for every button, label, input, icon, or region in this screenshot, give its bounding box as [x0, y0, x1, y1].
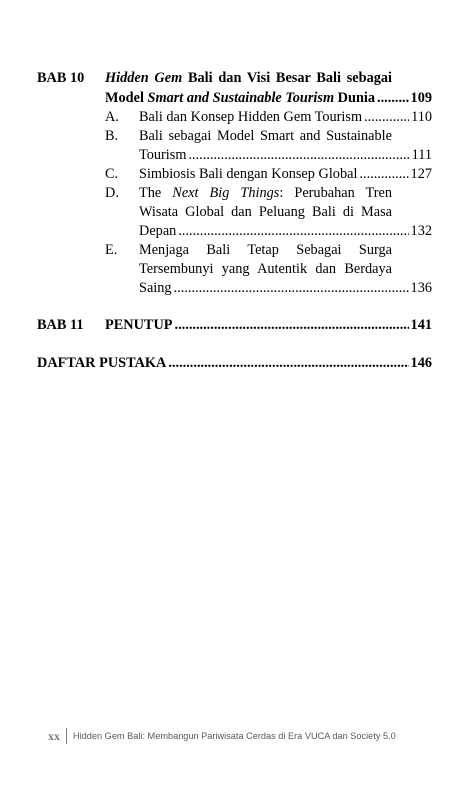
page-number: 111 [411, 147, 432, 163]
entry-text: The Next Big Things: Perubahan Tren [139, 185, 392, 201]
entry-text-line [139, 241, 392, 260]
page-number: 109 [410, 90, 432, 106]
toc-entry[interactable] [139, 108, 432, 127]
dot-leader [174, 279, 409, 298]
dot-leader [175, 316, 409, 335]
page-number: 146 [410, 355, 432, 371]
page-number: 136 [410, 280, 432, 296]
section-letter: A. [105, 109, 119, 125]
toc-entry[interactable] [105, 316, 432, 335]
entry-text: Depan [139, 223, 177, 239]
entry-text: Saing [139, 280, 172, 296]
page-number: 141 [410, 317, 432, 333]
entry-text: Simbiosis Bali dengan Konsep Global [139, 166, 358, 182]
entry-text: Bali sebagai Model Smart and Sustainable [139, 128, 392, 144]
chapter-title-text: PENUTUP [105, 317, 173, 333]
chapter-label: BAB 11 [37, 317, 84, 333]
dot-leader [178, 222, 408, 241]
toc-entry[interactable] [139, 165, 432, 184]
entry-text: Menjaga Bali Tetap Sebagai Surga [139, 242, 392, 258]
section-letter: C. [105, 166, 119, 182]
dot-leader [377, 89, 409, 108]
dot-leader [168, 354, 408, 373]
footer-page-number: xx [48, 728, 67, 744]
section-letter: B. [105, 128, 119, 144]
chapter-title-text: Model Smart and Sustainable Tourism Dunia [105, 90, 376, 106]
toc-entry[interactable] [139, 146, 432, 165]
dot-leader [364, 108, 409, 127]
dot-leader [359, 165, 408, 184]
toc-entry[interactable] [139, 279, 432, 298]
section-letter: E. [105, 242, 118, 258]
chapter-title-text: Hidden Gem Bali dan Visi Besar Bali sebagai [105, 70, 392, 86]
entry-text: Bali dan Konsep Hidden Gem Tourism [139, 109, 363, 125]
toc-entry[interactable] [37, 354, 432, 373]
page-number: 132 [410, 223, 432, 239]
section-letter: D. [105, 185, 119, 201]
running-title: Hidden Gem Bali: Membangun Pariwisata Cerdas di Era VUCA dan Society 5.0 [73, 731, 396, 741]
entry-text: Tersembunyi yang Autentik dan Berdaya [139, 261, 392, 277]
entry-text-line [139, 127, 392, 146]
dot-leader [188, 146, 409, 165]
chapter-title-line [105, 69, 392, 88]
page-number: 127 [410, 166, 432, 182]
entry-text-line [139, 184, 392, 203]
page-number: 110 [411, 109, 432, 125]
entry-text-line [139, 260, 392, 279]
page-footer [48, 728, 396, 744]
bibliography-title: DAFTAR PUSTAKA [37, 355, 167, 371]
entry-text-line [139, 203, 392, 222]
entry-text: Wisata Global dan Peluang Bali di Masa [139, 204, 392, 220]
chapter-label: BAB 10 [37, 70, 85, 86]
toc-entry[interactable] [139, 222, 432, 241]
entry-text: Tourism [139, 147, 187, 163]
chapter-title-line[interactable] [105, 89, 432, 108]
